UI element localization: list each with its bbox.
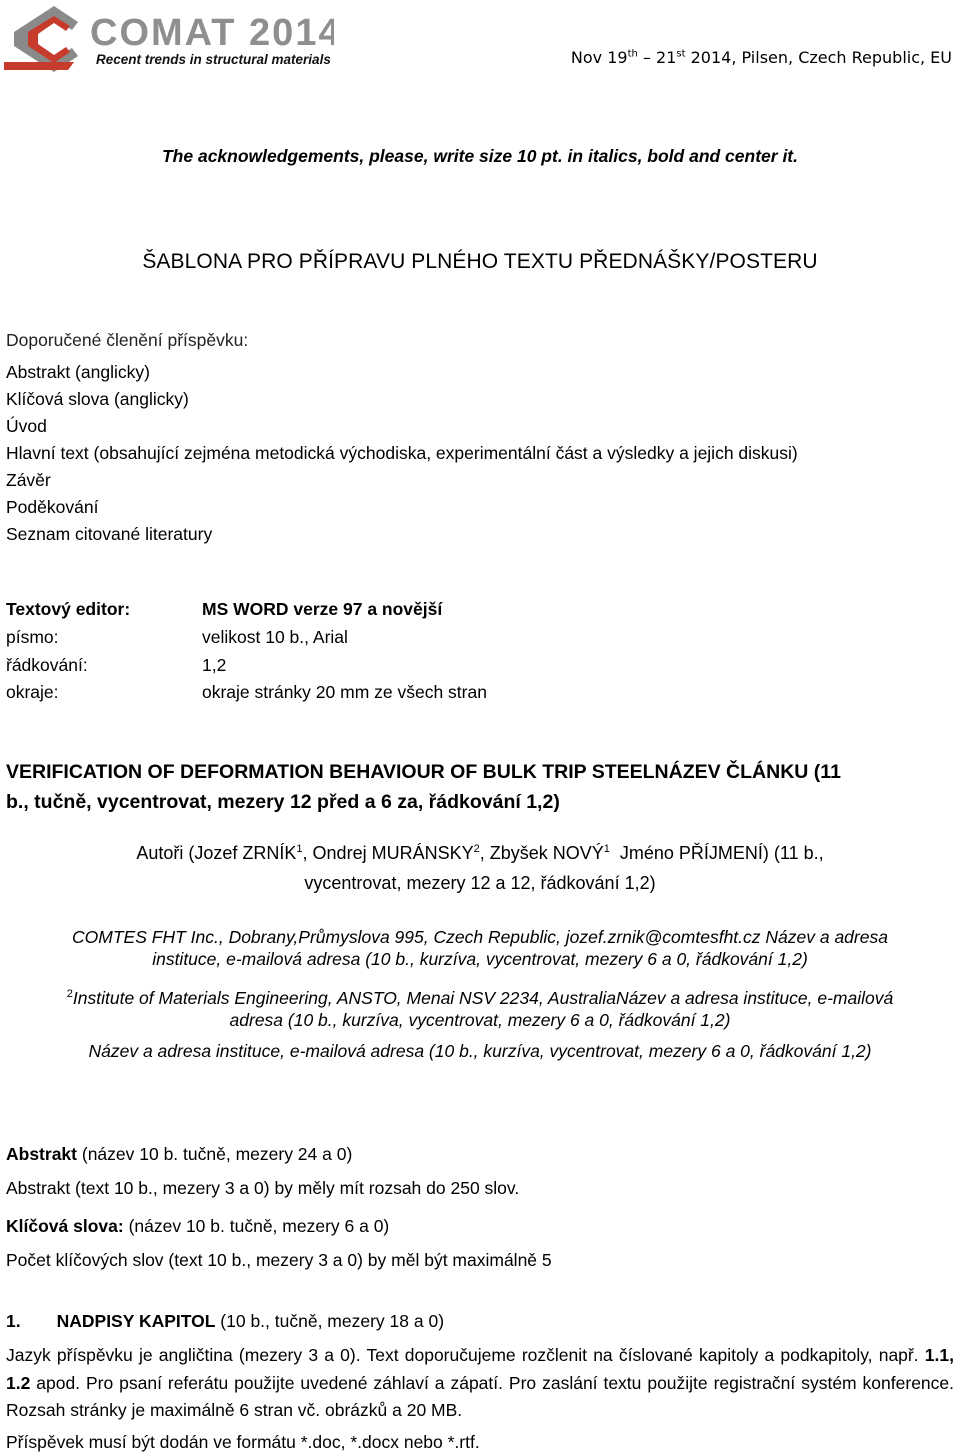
structure-item: Klíčová slova (anglicky) [6,389,189,409]
spacing-value: 1,2 [202,655,227,675]
structure-item: Úvod [6,416,47,436]
event-date-location: Nov 19th – 21st 2014, Pilsen, Czech Republic, EU [570,48,952,67]
logo-brand: COMAT 2014 [90,12,334,54]
paper-title-line: VERIFICATION OF DEFORMATION BEHAVIOUR OF BULK TRIP STEELNÁZEV ČLÁNKU (11 [6,761,841,783]
chapter-paragraph: Jazyk příspěvku je angličtina (mezery 3 a 0). Text doporučujeme rozčlenit na číslované kapitoly a podkapitoly, např. 1.1, 1.2 apod. Pro psaní referátu použijte uvedené záhlaví a zápatí. Pro zaslání textu použijte registrační systém konference. Rozsah stránky je maximálně 6 stran vč. obrázků a 20 MB. [6,1345,954,1420]
structure-item: Abstrakt (anglicky) [6,362,150,382]
margins-value: okraje stránky 20 mm ze všech stran [202,682,487,702]
editor-label: Textový editor: [6,599,131,619]
authors-line-2: vycentrovat, mezery 12 a 12, řádkování 1,2) [304,873,656,893]
font-label: písmo: [6,627,59,647]
affiliation-2: $^2$Institute of Materials Engineering, ANSTO, Menai NSV 2234, AustraliaNázev a adresa instituce, e-mailová adresa (10 b., kurzíva, vycentrovat, mezery 6 a 0, řádkování 1,2) [66,987,894,1030]
conference-logo [4,0,334,80]
structure-item: Závěr [6,470,51,490]
affiliation-3: Název a adresa instituce, e-mailová adresa (10 b., kurzíva, vycentrovat, mezery 6 a 0, řádkování 1,2) [88,1041,872,1061]
affiliation-1: COMTES FHT Inc., Dobrany,Průmyslova 995, Czech Republic, jozef.zrnik@comtesfht.cz Název a adresa instituce, e-mailová adresa (10 b., kurzíva, vycentrovat, mezery 6 a 0, řádkování 1,2) [72,927,888,969]
abstract-text: Abstrakt (text 10 b., mezery 3 a 0) by měly mít rozsah do 250 slov. [6,1178,520,1198]
chapter-paragraph-format: Příspěvek musí být dodán ve formátu *.doc, *.docx nebo *.rtf. [6,1432,480,1452]
spacing-label: řádkování: [6,655,88,675]
keywords-heading: Klíčová slova: (název 10 b. tučně, mezery 6 a 0) [6,1216,390,1236]
font-value: velikost 10 b., Arial [202,627,348,647]
acknowledgement-note: The acknowledgements, please, write size 10 pt. in italics, bold and center it. [161,146,798,166]
authors-line: Autoři (Jozef ZRNÍK$^1$, Ondrej MURÁNSKY$^2$, Zbyšek NOVÝ$^1$ Jméno PŘÍJMENÍ) (11 b., [136,843,824,863]
editor-value: MS WORD verze 97 a novější [202,599,443,619]
template-title: ŠABLONA PRO PŘÍPRAVU PLNÉHO TEXTU PŘEDNÁŠKY/POSTERU [142,250,818,273]
logo-tagline: Recent trends in structural materials [96,52,331,67]
paper-title-line: b., tučně, vycentrovat, mezery 12 před a 6 za, řádkování 1,2) [6,791,560,813]
keywords-text: Počet klíčových slov (text 10 b., mezery 3 a 0) by měl být maximálně 5 [6,1250,552,1270]
abstract-heading: Abstrakt (název 10 b. tučně, mezery 24 a 0) [6,1144,353,1164]
structure-item: Poděkování [6,497,99,517]
structure-item: Hlavní text (obsahující zejména metodická východiska, experimentální část a výsledky a jejich diskusi) [6,443,798,463]
comat-logo-graphic [4,0,334,80]
paper-title [6,757,954,817]
chapter-heading: 1. NADPISY KAPITOL (10 b., tučně, mezery 18 a 0) [6,1311,445,1331]
structure-heading: Doporučené členění příspěvku: [6,330,249,350]
structure-item: Seznam citované literatury [6,524,213,544]
margins-label: okraje: [6,682,59,702]
